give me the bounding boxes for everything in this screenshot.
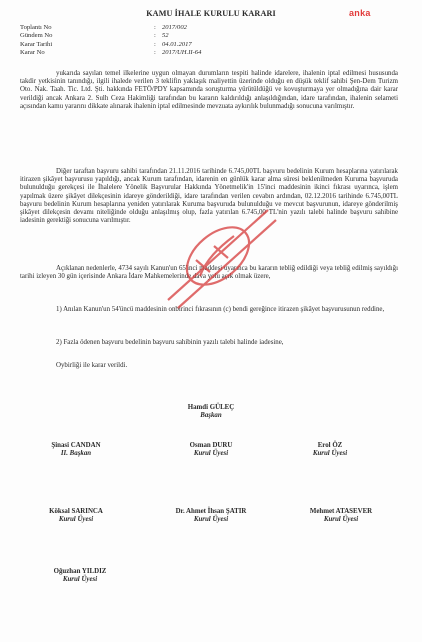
signature-president: Hamdi GÜLEÇ Başkan [187, 404, 235, 420]
signature-vice-president: Şinasi CANDAN II. Başkan [51, 442, 101, 458]
paragraph-reasoning: yukarıda sayılan temel ilkelerine uygun olmayan durumların tespiti halinde idarelere, ihalenin iptal edilmesi hususunda takdir yetkisinin tanındığı, ilgili ihalede verilen 3 teklifin yaklaşık maliyettin üzerinde olduğu en düşük teklif sahibi Şen-Dem Turizm Oto. Nak. Taah. Tic. Ltd. Şti. hakkında FETÖ/PDY kapsamında soruşturma yürütüldüğü ve kovuşturmaya yer olmadığına dair karar verildiği ancak Ankara 2. Sulh Ceza Hakimliği tarafından bu kararın kaldırıldığı anlaşıldığından, idare tarafından, ihalenin selameti açısından kamu yararını dikkate alınarak ihalenin iptal edilmesinde mevzuata aykırılık bulunmadığı sonucuna varılmıştır. [20, 70, 398, 110]
paragraph-ruling-1: 1) Anılan Kanun'un 54'üncü maddesinin onbirinci fıkrasının (c) bendi gereğince itirazen şikâyet başvurusunun reddine, [56, 306, 385, 313]
meta-row-decision-no: Karar No : 2017/UH.II-64 [20, 49, 202, 57]
signature-member-yildiz: Oğuzhan YILDIZ Kurul Üyesi [53, 568, 107, 584]
paragraph-legal-basis: Açıklanan nedenlerle, 4734 sayılı Kanun'un 65'inci maddesi uyarınca bu kararın tebliğ edildiği veya tebliğ edilmiş sayıldığı tarihi izleyen 30 gün içerisinde Ankara İdare Mahkemelerinde dava yolu açık olmak üzere, [20, 265, 398, 281]
signature-member-satir: Dr. Ahmet İhsan ŞATIR Kurul Üyesi [175, 508, 247, 524]
paragraph-fee-refund: Diğer taraftan başvuru sahibi tarafından 21.11.2016 tarihinde 6.745,00TL başvuru bedelinin Kurum hesaplarına yatırılarak itirazen şikâyet başvurusu yapıldığı, ancak Kurum tarafından, idarenin en günlük karar alma süresi beklenilmeden Kuruma başvuruda bulunulduğu gerekçesi ile İhalelere Yönelik Başvurular Hakkında Yönetmelik'in 15'inci maddesinin ikinci fıkrası uyarınca, işlem yapılmak üzere şikâyet dilekçesinin idareye gönderildiği, idare tarafından verilen cevabın ardından, 02.12.2016 tarihinde 6.745,00TL başvuru bedelinin Kurum hesaplarına yeniden yatırılarak Kuruma başvuruda bulunulduğu ve mevcut başvurunun, idareye gönderilmiş şikâyet dilekçesin devamı niteliğinde olduğu anlaşılmış olup, fazla yatırılan 6.745,00 TL'nin yazılı talebi halinde başvuru sahibine iadesinin gerektiği sonucuna varılmıştır. [20, 168, 398, 225]
document-title: KAMU İHALE KURULU KARARI [146, 9, 276, 18]
meta-row-meeting: Toplantı No : 2017/002 [20, 24, 187, 31]
watermark-logo: anka [349, 8, 371, 18]
paragraph-ruling-2: 2) Fazla ödenen başvuru bedelinin başvuru sahibinin yazılı talebi halinde iadesine, [56, 339, 284, 346]
signature-member-sarinca: Köksal SARINCA Kurul Üyesi [49, 508, 103, 524]
paragraph-unanimous: Oybirliği ile karar verildi. [56, 362, 128, 369]
signature-member-atasever: Mehmet ATASEVER Kurul Üyesi [309, 508, 373, 524]
signature-member-oz: Erol ÖZ Kurul Üyesi [312, 442, 348, 458]
meta-row-date: Karar Tarihi : 04.01.2017 [20, 40, 192, 48]
decision-metadata [20, 24, 201, 58]
meta-row-agenda: Gündem No : 52 [20, 32, 169, 40]
signature-member-duru: Osman DURU Kurul Üyesi [189, 442, 233, 458]
